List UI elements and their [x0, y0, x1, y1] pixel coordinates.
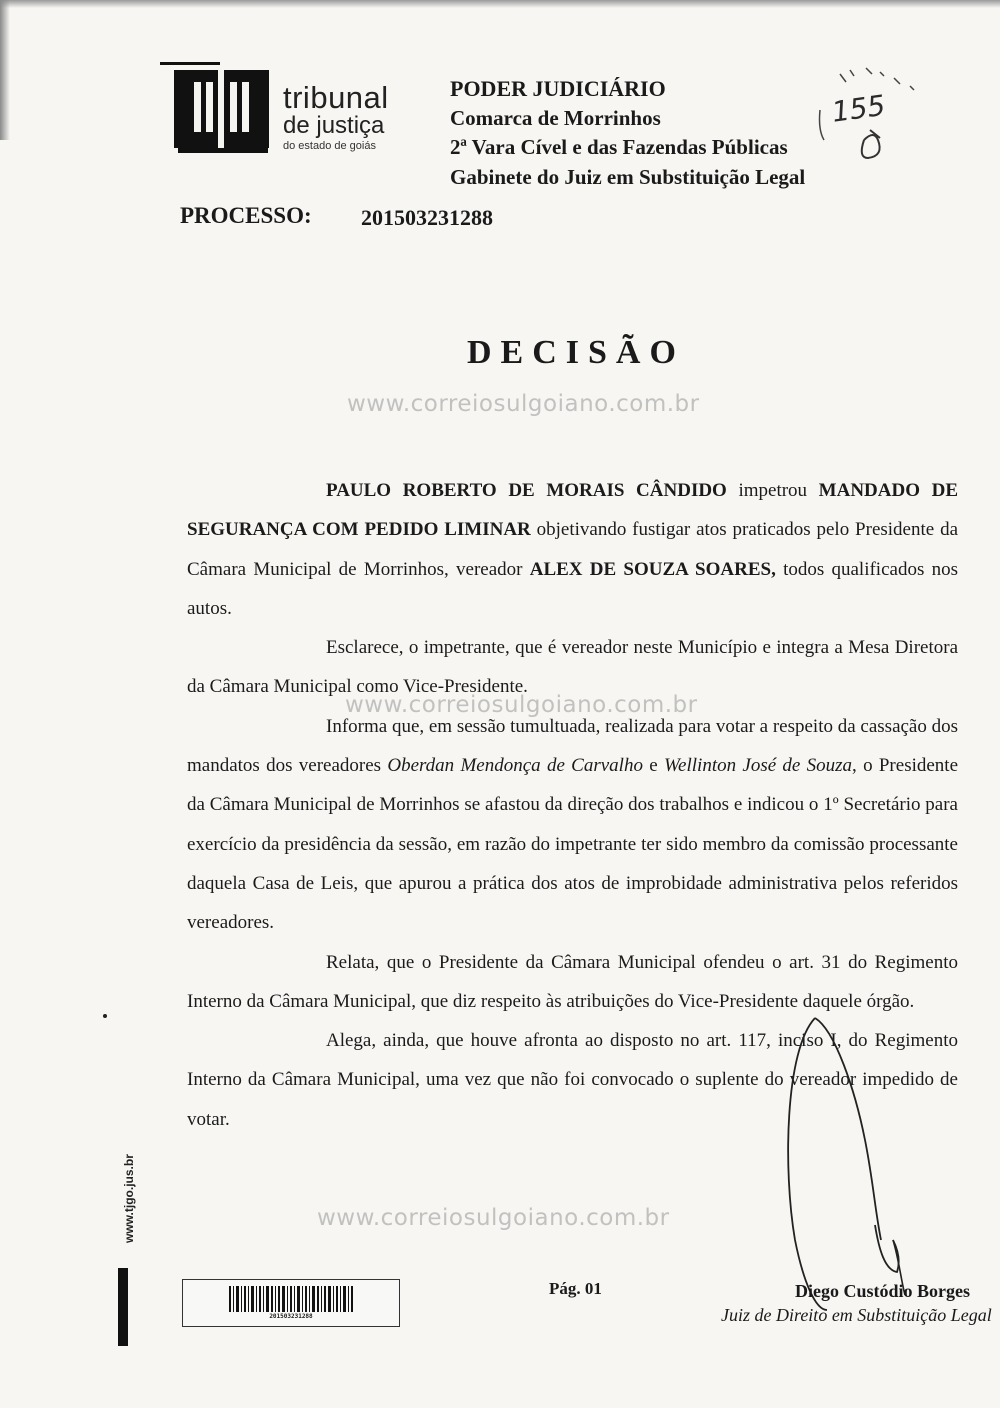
handwritten-number: 155: [829, 88, 888, 129]
side-url-text: www.tjgo.jus.br: [122, 1154, 136, 1243]
handwritten-page-note: [810, 60, 930, 180]
impetrado-name: ALEX DE SOUZA SOARES,: [529, 558, 776, 580]
judge-name: Diego Custódio Borges: [795, 1281, 970, 1301]
processo-line: [180, 203, 493, 230]
tjgo-logo-icon: [158, 60, 274, 160]
paragraph-4: Relata, que o Presidente da Câmara Municipal ofendeu o art. 31 do Regimento Interno da Câmara Municipal, que diz respeito às atribuições do Vice-Presidente daquele órgão.: [187, 951, 958, 1012]
paragraph-1: [187, 471, 958, 628]
header-gabinete: Gabinete do Juiz em Substituição Legal: [450, 164, 806, 189]
processo-number: 201503231288: [361, 205, 493, 230]
paragraph-5: Alega, ainda, que houve afronta ao disposto no art. 117, inciso I, do Regimento Interno da Câmara Municipal, uma vez que não foi convocado o suplente do vereador impedido de votar.: [187, 1030, 958, 1130]
header-poder-judiciario: PODER JUDICIÁRIO: [450, 76, 666, 101]
court-header: [450, 74, 805, 192]
vereador-2: Wellinton José de Souza: [663, 755, 853, 777]
scan-dot: [103, 1014, 107, 1018]
side-black-bar: [118, 1268, 128, 1346]
watermark-1: www.correiosulgoiano.com.br: [347, 391, 700, 417]
p3-text-2: e: [642, 755, 664, 777]
tjgo-logo-text: [283, 82, 389, 152]
judge-role: Juiz de Direito em Substituição Legal: [721, 1305, 992, 1325]
vereador-1: Oberdan Mendonça de Carvalho: [387, 755, 643, 777]
paragraph-2: Esclarece, o impetrante, que é vereador neste Município e integra a Mesa Diretora da Câmara Municipal como Vice-Presidente.: [187, 637, 958, 698]
watermark-2: www.correiosulgoiano.com.br: [345, 692, 698, 718]
barcode-icon: [229, 1286, 353, 1312]
header-vara: 2ª Vara Cível e das Fazendas Públicas: [450, 135, 788, 159]
p3-text-3: , o Presidente da Câmara Municipal de Morrinhos se afastou da direção dos trabalhos e indicou o 1º Secretário para exercício da presidência da sessão, em razão do impetrante ter sido membro da comissão processante daquela Casa de Leis, que apurou a prática dos atos de improbidade administrativa pelos referidos vereadores.: [187, 755, 959, 934]
side-url: [113, 1150, 143, 1245]
impetrante-name: PAULO ROBERTO DE MORAIS CÂNDIDO: [326, 480, 727, 501]
p1-text-2: objetivando fustigar atos praticados pelo Presidente da Câmara Municipal de Morrinhos, vereador: [187, 519, 958, 580]
scan-edge-top: [0, 0, 1000, 8]
page-number: Pág. 01: [549, 1279, 602, 1298]
document-title: DECISÃO: [467, 334, 685, 371]
logo-line-2: de justiça: [283, 112, 385, 139]
barcode-number: 201503231288: [269, 1313, 313, 1320]
processo-label: PROCESSO:: [180, 203, 312, 228]
logo-line-1: tribunal: [283, 80, 389, 115]
scan-edge-left: [0, 0, 10, 140]
action-type: MANDADO DE SEGURANÇA COM PEDIDO LIMINAR: [187, 480, 958, 541]
p3-text-1: Informa que, em sessão tumultuada, realizada para votar a respeito da cassação dos mandatos dos vereadores: [187, 715, 959, 777]
paragraph-3: [187, 707, 958, 943]
p1-text-3: todos qualificados nos autos.: [187, 558, 958, 619]
header-comarca: Comarca de Morrinhos: [450, 105, 661, 130]
watermark-3: www.correiosulgoiano.com.br: [317, 1205, 670, 1231]
logo-line-3: do estado de goiás: [283, 140, 376, 152]
p1-text-1: impetrou: [726, 480, 819, 501]
barcode: [182, 1279, 400, 1327]
